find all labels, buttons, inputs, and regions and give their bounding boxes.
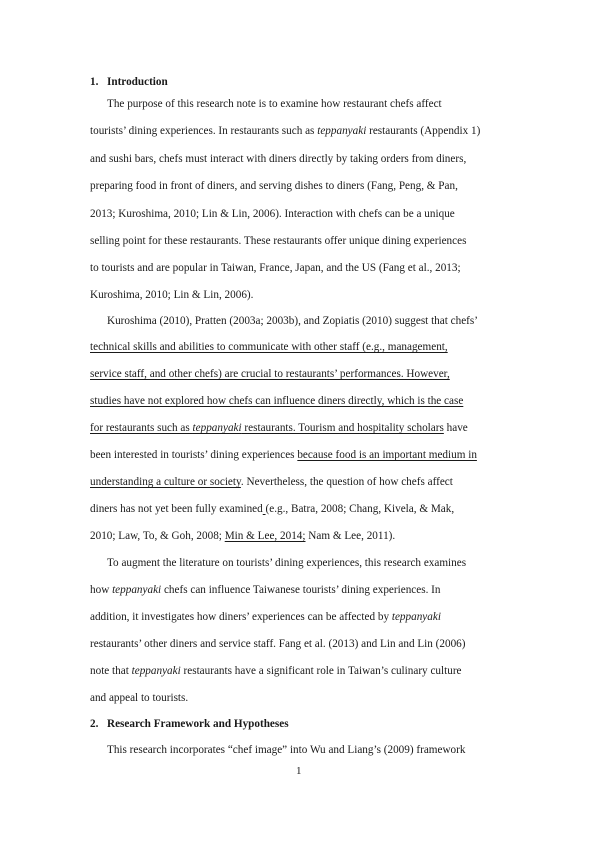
paragraph-line: understanding a culture or society. Nevertheless, the question of how chefs affect: [90, 476, 453, 488]
paragraph-line: for restaurants such as teppanyaki restaurants. Tourism and hospitality scholars have: [90, 422, 468, 434]
paragraph-line: tourists’ dining experiences. In restaurants such as teppanyaki restaurants (Appendix 1): [90, 125, 481, 137]
paragraph-line: 2010; Law, To, & Goh, 2008; Min & Lee, 2014; Nam & Lee, 2011).: [90, 530, 396, 542]
paragraph-line: This research incorporates “chef image” into Wu and Liang’s (2009) framework: [107, 744, 466, 756]
paragraph-line: to tourists and are popular in Taiwan, France, Japan, and the US (Fang et al., 2013;: [90, 262, 461, 274]
section-number: 2.: [90, 718, 99, 730]
paragraph-line: preparing food in front of diners, and serving dishes to diners (Fang, Peng, & Pan,: [90, 180, 458, 192]
italic-term: teppanyaki: [317, 125, 367, 137]
paragraph-line: addition, it investigates how diners’ experiences can be affected by teppanyaki: [90, 611, 441, 623]
italic-term: teppanyaki: [112, 584, 162, 596]
section-heading-introduction: [90, 76, 168, 89]
paragraph-line: 2013; Kuroshima, 2010; Lin & Lin, 2006). Interaction with chefs can be a unique: [90, 208, 455, 220]
section-number: 1.: [90, 76, 99, 88]
italic-term: teppanyaki: [391, 611, 441, 623]
underlined-line: service staff, and other chefs) are crucial to restaurants’ performances. However,: [90, 368, 450, 380]
underlined-line: technical skills and abilities to communicate with other staff (e.g., management,: [90, 341, 448, 353]
paragraph-line: selling point for these restaurants. These restaurants offer unique dining experiences: [90, 235, 467, 247]
paragraph-line: The purpose of this research note is to examine how restaurant chefs affect: [107, 98, 442, 110]
paragraph-line: diners has not yet been fully examined (e.g., Batra, 2008; Chang, Kivela, & Mak,: [90, 503, 455, 515]
paragraph-line: note that teppanyaki restaurants have a significant role in Taiwan’s culinary culture: [90, 665, 462, 677]
section-heading-framework: [90, 718, 289, 731]
underlined-line: studies have not explored how chefs can influence diners directly, which is the case: [90, 395, 464, 407]
paragraph-line: restaurants’ other diners and service staff. Fang et al. (2013) and Lin and Lin (2006): [90, 638, 466, 650]
section-title: Research Framework and Hypotheses: [107, 718, 289, 730]
paragraph-line: and sushi bars, chefs must interact with diners directly by taking orders from diners,: [90, 153, 467, 165]
italic-term: teppanyaki: [131, 665, 181, 677]
paragraph-line: and appeal to tourists.: [90, 692, 189, 704]
paragraph-line: To augment the literature on tourists’ dining experiences, this research examines: [107, 557, 467, 569]
paragraph-line: Kuroshima (2010), Pratten (2003a; 2003b), and Zopiatis (2010) suggest that chefs’: [107, 315, 478, 327]
italic-term: teppanyaki: [192, 422, 242, 434]
section-title: Introduction: [107, 76, 168, 88]
paragraph-line: Kuroshima, 2010; Lin & Lin, 2006).: [90, 289, 254, 301]
paragraph-line: been interested in tourists’ dining experiences because food is an important medium in: [90, 449, 477, 461]
page-number: 1: [296, 765, 302, 777]
paragraph-line: how teppanyaki chefs can influence Taiwanese tourists’ dining experiences. In: [90, 584, 441, 596]
